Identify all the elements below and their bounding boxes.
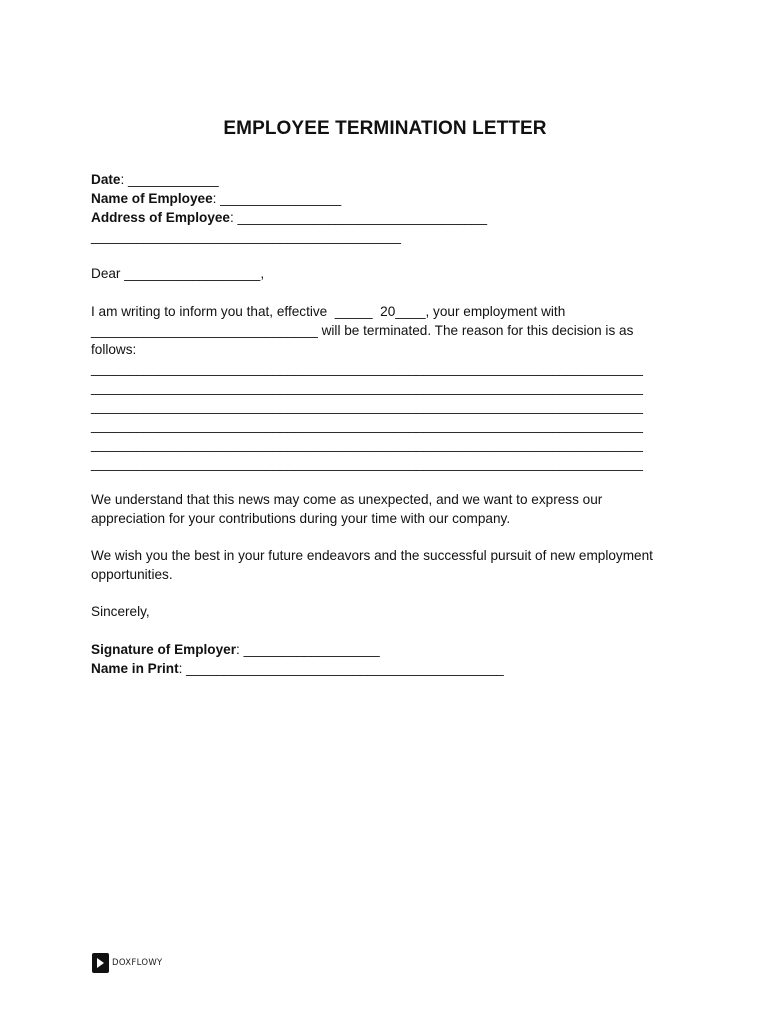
employee-address-blank: : _________________________________	[230, 210, 488, 225]
reason-line: _________________________________________________________________________	[91, 361, 643, 376]
employee-name-label: Name of Employee	[91, 191, 213, 206]
employee-name-field	[91, 189, 341, 208]
employee-address-line-2: _________________________________________	[91, 229, 401, 244]
reason-line: _________________________________________________________________________	[91, 418, 643, 433]
employee-address-label: Address of Employee	[91, 210, 230, 225]
employer-signature-field	[91, 640, 380, 659]
logo-text: DOXFLOWY	[112, 958, 163, 968]
intro-line-3: follows:	[91, 342, 137, 357]
date-blank: : ____________	[120, 172, 219, 187]
name-in-print-field	[91, 659, 504, 678]
employee-name-blank: : ________________	[212, 191, 342, 206]
closing: Sincerely,	[91, 604, 150, 619]
reason-line: _________________________________________________________________________	[91, 437, 643, 452]
wish-paragraph-line-1: We wish you the best in your future endeavors and the successful pursuit of new employment	[91, 548, 653, 563]
reason-line: _________________________________________________________________________	[91, 399, 643, 414]
employer-signature-label: Signature of Employer	[91, 642, 237, 657]
name-in-print-label: Name in Print	[91, 661, 179, 676]
date-field	[91, 170, 219, 189]
name-in-print-blank: : __________________________________________	[178, 661, 504, 676]
date-label: Date	[91, 172, 121, 187]
reason-line: _________________________________________________________________________	[91, 456, 643, 471]
doxflowy-logo	[92, 953, 163, 973]
wish-paragraph-line-2: opportunities.	[91, 567, 173, 582]
understand-paragraph-line-2: appreciation for your contributions during your time with our company.	[91, 511, 511, 526]
understand-paragraph-line-1: We understand that this news may come as unexpected, and we want to express our	[91, 492, 603, 507]
employee-address-field	[91, 208, 487, 227]
intro-line-1: I am writing to inform you that, effective _____ 20____, your employment with	[91, 304, 566, 319]
salutation: Dear __________________,	[91, 266, 265, 281]
document-title: EMPLOYEE TERMINATION LETTER	[223, 118, 547, 139]
employer-signature-blank: : __________________	[236, 642, 380, 657]
doxflowy-logo-icon	[92, 953, 109, 973]
reason-line: _________________________________________________________________________	[91, 380, 643, 395]
intro-line-2: ______________________________ will be terminated. The reason for this decision is as	[91, 323, 634, 338]
